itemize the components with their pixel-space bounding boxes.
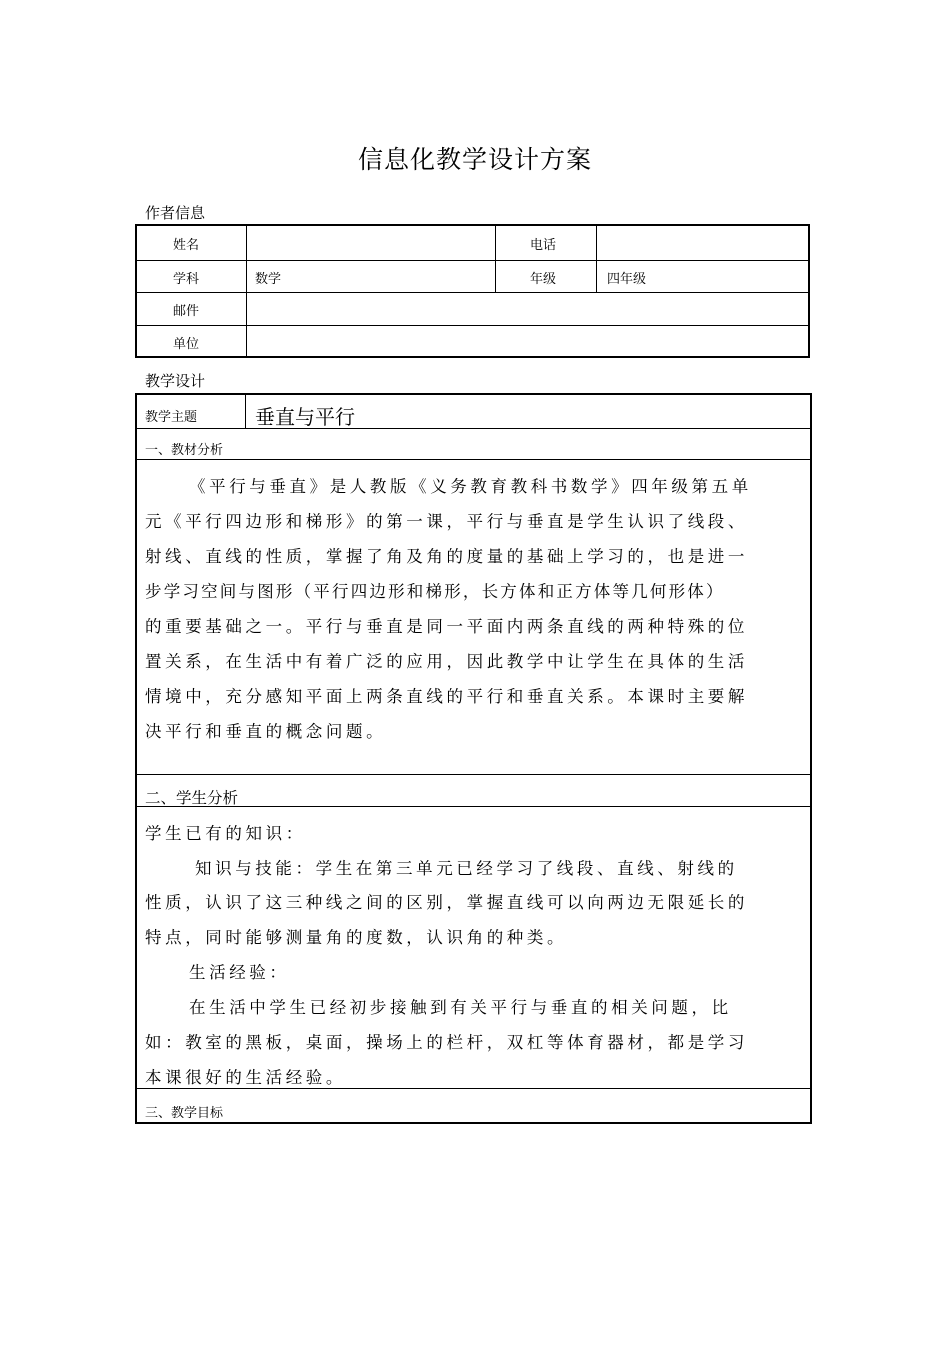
student-line: 本课很好的生活经验。 [145,1068,346,1087]
unit-value [247,326,807,358]
textbook-line: 射线、直线的性质，掌握了角及角的度量的基础上学习的，也是进一 [145,547,748,566]
name-value [247,226,495,260]
textbook-line: 的重要基础之一。平行与垂直是同一平面内两条直线的两种特殊的位 [145,617,748,636]
grade-value: 四年级 [607,271,647,287]
name-label: 姓名 [173,237,200,253]
email-label: 邮件 [173,303,200,319]
grade-label: 年级 [530,271,557,287]
student-analysis-heading: 二、学生分析 [145,789,239,807]
email-value [247,293,807,325]
author-info-label: 作者信息 [145,204,206,222]
subject-value: 数学 [255,271,282,287]
teaching-design-table [135,393,812,1124]
author-row-name [137,226,808,260]
student-line: 生活经验： [189,963,290,982]
student-line: 学生已有的知识： [145,824,306,843]
author-info-table [135,224,810,358]
phone-label: 电话 [530,237,557,253]
textbook-line: 置关系，在生活中有着广泛的应用，因此教学中让学生在具体的生活 [145,652,748,671]
unit-label: 单位 [173,336,200,352]
phone-value [597,226,807,260]
document-title: 信息化教学设计方案 [357,145,592,174]
teaching-design-label: 教学设计 [145,372,206,390]
teaching-goals-heading: 三、教学目标 [145,1106,224,1121]
textbook-line: 决平行和垂直的概念问题。 [145,722,387,741]
topic-value: 垂直与平行 [255,405,355,429]
author-row-subject [137,260,808,293]
student-line: 特点，同时能够测量角的度数，认识角的种类。 [145,928,568,947]
student-line: 在生活中学生已经初步接触到有关平行与垂直的相关问题，比 [189,998,732,1017]
subject-label: 学科 [173,271,200,287]
textbook-line: 步学习空间与图形（平行四边形和梯形，长方体和正方体等几何形体） [145,582,725,601]
student-line: 知识与技能：学生在第三单元已经学习了线段、直线、射线的 [195,859,738,878]
author-row-unit [137,325,808,358]
textbook-line: 《平行与垂直》是人教版《义务教育教科书数学》四年级第五单 [189,477,752,496]
textbook-analysis-heading: 一、教材分析 [145,443,224,458]
topic-label: 教学主题 [145,410,198,425]
author-row-email [137,292,808,325]
student-line: 如：教室的黑板，桌面，操场上的栏杆，双杠等体育器材，都是学习 [145,1033,748,1052]
textbook-line: 情境中，充分感知平面上两条直线的平行和垂直关系。本课时主要解 [145,687,748,706]
textbook-line: 元《平行四边形和梯形》的第一课，平行与垂直是学生认识了线段、 [145,512,748,531]
student-line: 性质，认识了这三种线之间的区别，掌握直线可以向两边无限延长的 [145,893,748,912]
